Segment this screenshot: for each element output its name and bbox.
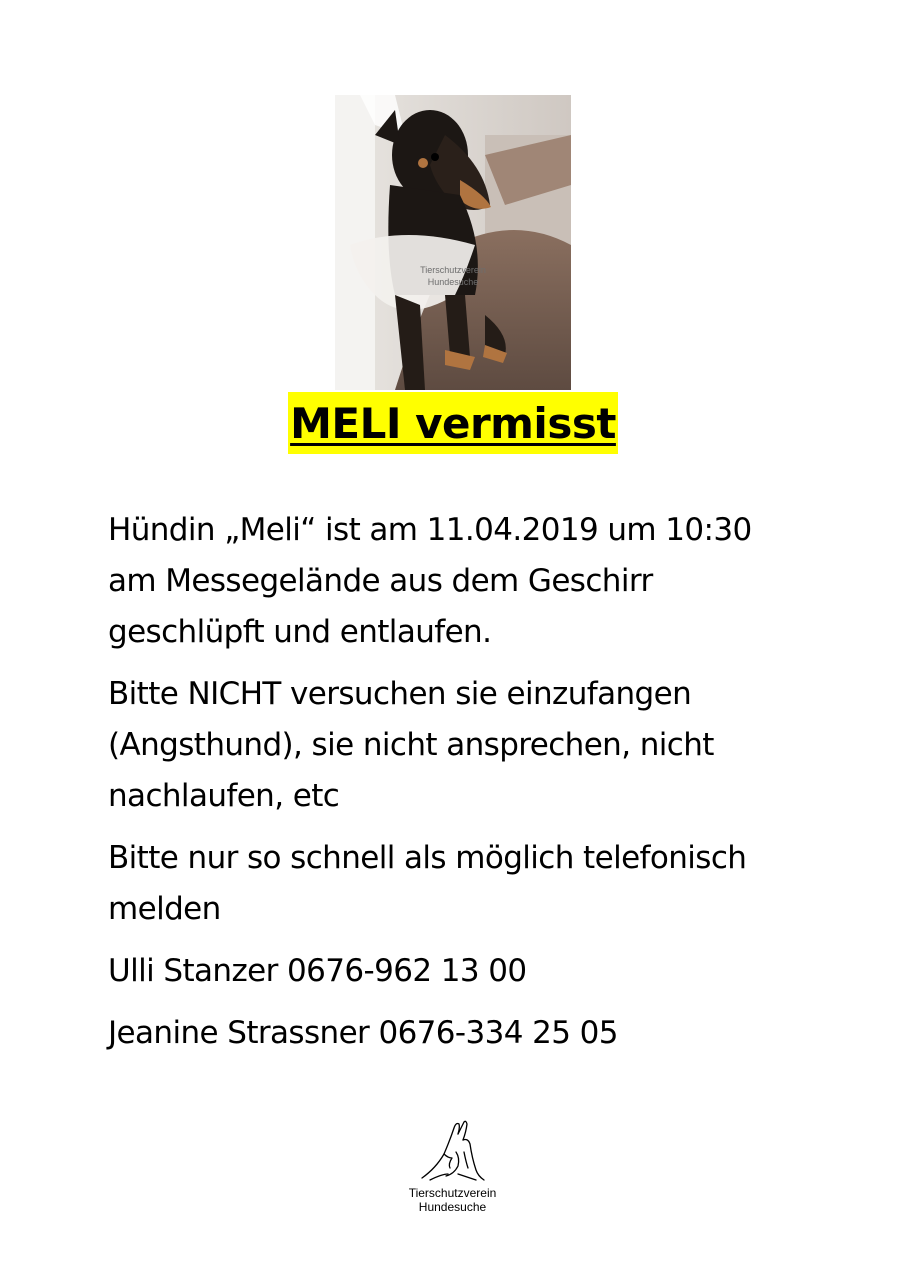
contact-ulli [108,946,868,997]
text-line: melden [108,891,221,927]
paw-hand-icon [418,1118,488,1186]
text-line: Hündin „Meli“ ist am 11.04.2019 um 10:30 [108,512,752,548]
page-title: MELI vermisst [288,392,618,454]
organization-logo [380,1118,525,1214]
contact-jeanine [108,1008,868,1059]
text-line: Bitte nur so schnell als möglich telefonisch [108,840,747,876]
text-line: Bitte NICHT versuchen sie einzufangen [108,676,692,712]
text-line: nachlaufen, etc [108,778,340,814]
photo-watermark-line2: Hundesuche [427,277,479,287]
announcement-body [108,505,868,1070]
text-line: am Messegelände aus dem Geschirr [108,563,653,599]
paragraph-request [108,833,868,935]
paragraph-description [108,505,868,658]
text-line: (Angsthund), sie nicht ansprechen, nicht [108,727,714,763]
paragraph-warning [108,669,868,822]
title-container [0,392,906,454]
dog-photo-image [335,95,571,390]
logo-text-line1: Tierschutzverein [408,1186,497,1200]
text-line: geschlüpft und entlaufen. [108,614,492,650]
dog-photo [335,95,571,390]
contact-line: Jeanine Strassner 0676-334 25 05 [108,1015,618,1051]
logo-text-line2: Hundesuche [418,1200,487,1214]
photo-watermark-line1: Tierschutzverein [420,265,486,275]
contact-line: Ulli Stanzer 0676-962 13 00 [108,953,527,989]
